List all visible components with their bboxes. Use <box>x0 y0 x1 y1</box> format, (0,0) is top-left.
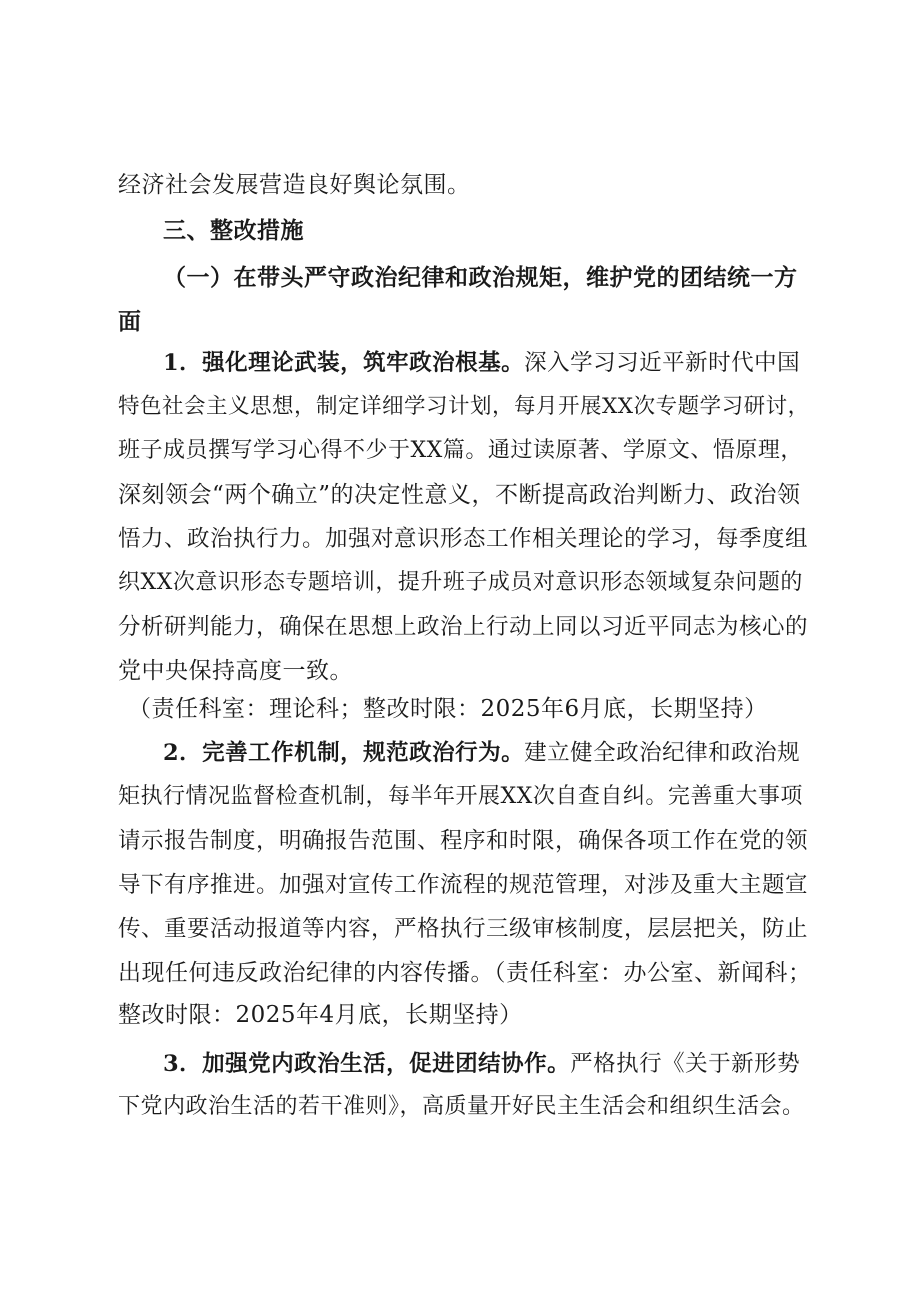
item1-line: 悟力、政治执行力。加强对意识形态工作相关理论的学习，每季度组 <box>118 526 809 552</box>
item3-title: 3．加强党内政治生活，促进团结协作。 <box>163 1051 571 1077</box>
subsection-heading-line1: （一）在带头严守政治纪律和政治规矩，维护党的团结统一方 <box>163 265 798 291</box>
item1-line: 织XX次意识形态专题培训，提升班子成员对意识形态领域复杂问题的 <box>118 570 803 595</box>
subsection-heading-line2: 面 <box>118 309 142 335</box>
item2-line: 出现任何违反政治纪律的内容传播。（责任科室：办公室、新闻科； <box>118 960 812 986</box>
item1-line: 班子成员撰写学习心得不少于XX篇。通过读原著、学原文、悟原理， <box>118 438 803 463</box>
item1-line: 分析研判能力，确保在思想上政治上行动上同以习近平同志为核心的 <box>118 614 809 640</box>
item1-title: 1．强化理论武装，筑牢政治根基。 <box>163 350 525 376</box>
item3-first-line <box>163 1049 800 1079</box>
item1-responsibility: （责任科室：理论科；整改时限：2025年6月底，长期坚持） <box>128 696 768 722</box>
item1-line: 党中央保持高度一致。 <box>118 658 353 684</box>
item1-line: 特色社会主义思想，制定详细学习计划，每月开展XX次专题学习研讨， <box>118 394 810 419</box>
item1-line: 深刻领会“两个确立”的决定性意义，不断提高政治判断力、政治领 <box>118 482 801 508</box>
item2-title: 2．完善工作机制，规范政治行为。 <box>163 740 525 766</box>
item2-first-line <box>163 738 800 768</box>
section-heading: 三、整改措施 <box>163 218 304 244</box>
item2-line: 传、重要活动报道等内容，严格执行三级审核制度，层层把关，防止 <box>118 916 809 942</box>
item2-line: 请示报告制度，明确报告范围、程序和时限，确保各项工作在党的领 <box>118 828 809 854</box>
item1-first-line <box>163 348 800 378</box>
item2-line: 导下有序推进。加强对宣传工作流程的规范管理，对涉及重大主题宣 <box>118 872 809 898</box>
intro-tail-text: 经济社会发展营造良好舆论氛围。 <box>118 172 471 198</box>
item3-line: 下党内政治生活的若干准则》，高质量开好民主生活会和组织生活会。 <box>118 1094 805 1119</box>
item2-line: 矩执行情况监督检查机制，每半年开展XX次自查自纠。完善重大事项 <box>118 784 803 809</box>
item1-line1-rest: 深入学习习近平新时代中国 <box>524 350 801 376</box>
item2-line1-rest: 建立健全政治纪律和政治规 <box>524 740 801 766</box>
item3-line1-rest: 严格执行《关于新形势 <box>570 1051 801 1077</box>
item2-line: 整改时限：2025年4月底，长期坚持） <box>118 1002 523 1028</box>
